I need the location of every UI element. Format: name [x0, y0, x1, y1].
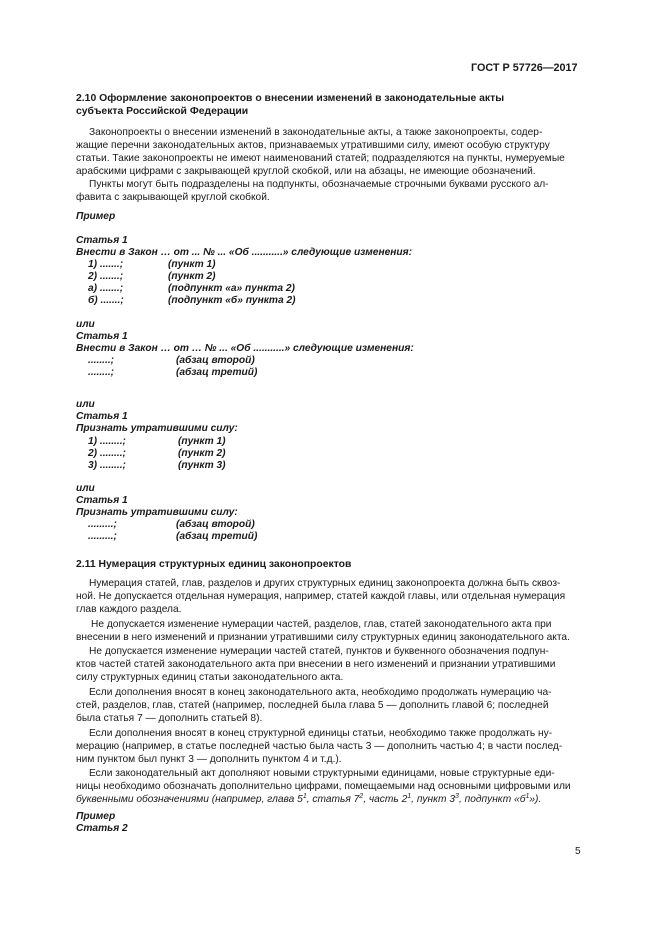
- example-or: или: [76, 319, 95, 330]
- paragraph-line: Если дополнения вносят в конец законодательного акта, необходимо продолжать нумерацию ча-: [89, 687, 552, 698]
- example-item-note: (пункт 3): [178, 460, 226, 471]
- text-run: буквенными обозначениями (например, глава 5: [76, 794, 303, 805]
- paragraph-line: глав каждого раздела.: [76, 604, 182, 615]
- section-2-11-title: 2.11 Нумерация структурных единиц законопроектов: [76, 559, 352, 570]
- paragraph-line: Не допускается изменение нумерации частей статей, пунктов и буквенного обозначения подпун-: [89, 646, 549, 657]
- example-item-note: (абзац третий): [176, 367, 258, 378]
- example-article: Статья 1: [76, 235, 128, 246]
- superscript: 1: [525, 793, 530, 800]
- example-item-mark: .........;: [88, 519, 117, 530]
- section-2-10-title: 2.10 Оформление законопроектов о внесении изменений в законодательные акты: [76, 93, 505, 104]
- superscript: 1: [302, 793, 307, 800]
- superscript: 1: [407, 793, 412, 800]
- example-item-note: (пункт 1): [178, 436, 226, 447]
- example-item-mark: ........;: [88, 367, 115, 378]
- example-article: Статья 1: [76, 411, 128, 422]
- example-item-mark: 2) ........;: [88, 448, 126, 459]
- example-or: или: [76, 399, 95, 410]
- example-intro: Признать утратившими силу:: [76, 423, 238, 434]
- paragraph-line: ной. Не допускается отдельная нумерация, например, статей каждой главы, или отдельная нумерация: [76, 591, 566, 602]
- text-run: , статья 7: [306, 794, 360, 805]
- example-label: Пример: [76, 811, 116, 822]
- example-item-note: (подпункт «а» пункта 2): [168, 283, 295, 294]
- superscript: 2: [359, 793, 364, 800]
- example-item-mark: 1) ........;: [88, 436, 126, 447]
- paragraph-line: ктов частей статей законодательного акта при внесении в него изменений и признании утратившими: [76, 659, 556, 670]
- example-item-mark: 2) .......;: [88, 271, 124, 282]
- example-item-mark: 1) .......;: [88, 259, 124, 270]
- paragraph-line: Нумерация статей, глав, разделов и других структурных единиц законопроекта должна быть сквоз-: [89, 578, 561, 589]
- example-item-note: (подпункт «б» пункта 2): [168, 295, 296, 306]
- paragraph-line: ницы необходимо обозначать дополнительно цифрами, помещаемыми над основными цифровыми или: [76, 781, 571, 792]
- paragraph-line: Пункты могут быть подразделены на подпункты, обозначаемые строчными буквами русского ал-: [89, 179, 549, 190]
- paragraph-line: Если законодательный акт дополняют новыми структурными единицами, новые структурные еди-: [89, 768, 555, 779]
- paragraph-line: арабскими цифрами с закрывающей круглой скобкой, или на абзацы, не имеющие обозначений.: [76, 166, 536, 177]
- example-item-note: (абзац второй): [176, 519, 255, 530]
- text-run: , часть 2: [363, 794, 408, 805]
- example-item-mark: б) .......;: [88, 295, 124, 306]
- section-2-10-title-cont: субъекта Российской Федерации: [76, 106, 249, 117]
- example-article: Статья 2: [76, 823, 128, 834]
- page-number: 5: [575, 846, 581, 857]
- text-run: , подпункт «б: [458, 794, 526, 805]
- paragraph-line: Не допускается изменение нумерации частей, разделов, глав, статей законодательного акта при: [91, 619, 552, 630]
- example-intro: Внести в Закон … от ... № ... «Об ...........» следующие изменения:: [76, 247, 413, 258]
- superscript: 3: [455, 793, 459, 800]
- example-item-mark: а) .......;: [88, 283, 124, 294]
- example-item-note: (пункт 1): [168, 259, 216, 270]
- paragraph-line: стей, разделов, глав, статей (например, последней была глава 5 — дополнить главой 6; последней: [76, 700, 549, 711]
- document-code: ГОСТ Р 57726—2017: [471, 62, 578, 74]
- example-item-mark: 3) ........;: [88, 460, 126, 471]
- paragraph-line-superscripts: [76, 793, 541, 806]
- example-or: или: [76, 483, 95, 494]
- paragraph-line: внесении в него изменений и признании утратившими силу структурных единиц законодательного акта.: [76, 632, 570, 643]
- paragraph-line: ним пунктом был пункт 3 — дополнить пунктом 4 и т.д.).: [76, 754, 342, 765]
- paragraph-line: была статья 7 — дополнить статьей 8).: [76, 713, 263, 724]
- example-item-note: (абзац третий): [176, 531, 258, 542]
- example-intro: Внести в Закон … от … № ... «Об ...........» следующие изменения:: [76, 343, 414, 354]
- paragraph-line: Если дополнения вносят в конец структурной единицы статьи, необходимо также продолжать ну-: [89, 728, 553, 739]
- paragraph-line: жащие перечни законодательных актов, признаваемых утратившими силу, имеют особую структуру: [76, 140, 550, 151]
- paragraph-line: силу структурных единиц статьи законодательного акта.: [76, 672, 344, 683]
- example-intro: Признать утратившими силу:: [76, 507, 238, 518]
- text-run: »).: [529, 794, 542, 805]
- paragraph-line: мерацию (например, в статье последней частью была часть 3 — дополнить частью 4; в части послед-: [76, 741, 563, 752]
- text-run: , пункт 3: [411, 794, 456, 805]
- example-label: Пример: [76, 211, 116, 222]
- example-item-note: (пункт 2): [168, 271, 216, 282]
- example-item-mark: .........;: [88, 531, 117, 542]
- paragraph-line: статьи. Такие законопроекты не имеют наименований статей; подразделяются на пункты, нумеруемые: [76, 153, 565, 164]
- example-item-note: (абзац второй): [176, 355, 255, 366]
- example-item-note: (пункт 2): [178, 448, 226, 459]
- paragraph-line: Законопроекты о внесении изменений в законодательные акты, а также законопроекты, содер-: [89, 127, 543, 138]
- example-item-mark: ........;: [88, 355, 115, 366]
- paragraph-line: фавита с закрывающей круглой скобкой.: [76, 192, 270, 203]
- example-article: Статья 1: [76, 331, 128, 342]
- example-article: Статья 1: [76, 495, 128, 506]
